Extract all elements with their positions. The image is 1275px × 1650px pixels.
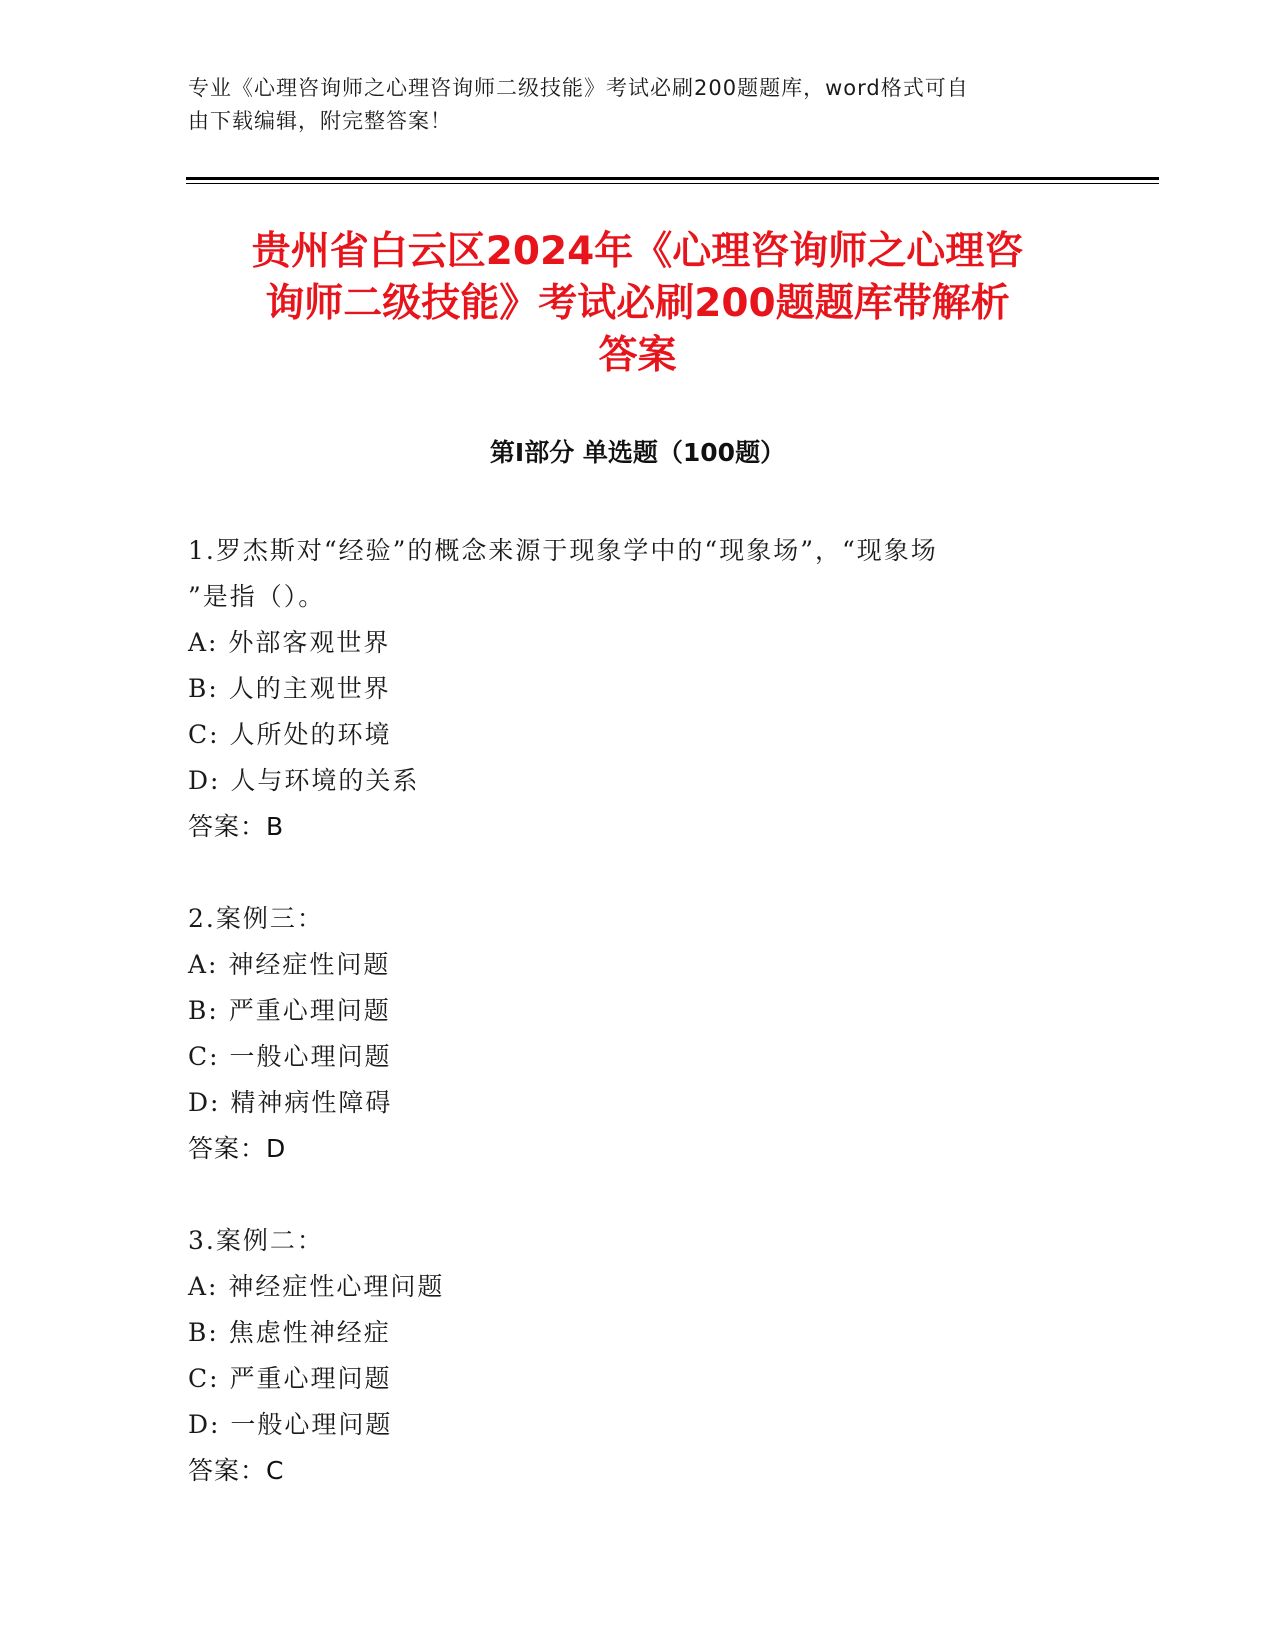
option-a: A: 外部客观世界 — [188, 628, 391, 657]
question-stem: 3.案例二： — [188, 1226, 324, 1255]
header-note — [188, 72, 1088, 138]
header-divider-thin — [186, 183, 1159, 184]
question-list — [188, 528, 1088, 1540]
option-b: B: 焦虑性神经症 — [188, 1318, 391, 1347]
question-stem: 2.案例三： — [188, 904, 324, 933]
answer: 答案：D — [188, 1134, 287, 1163]
option-d: D: 人与环境的关系 — [188, 766, 420, 795]
header-note-line-2: 由下载编辑，附完整答案！ — [188, 109, 452, 133]
document-title — [160, 226, 1115, 382]
answer: 答案：C — [188, 1456, 285, 1485]
question-2 — [188, 896, 1088, 1172]
option-b: B: 人的主观世界 — [188, 674, 391, 703]
title-line-1: 贵州省白云区2024年《心理咨询师之心理咨 — [251, 229, 1024, 274]
question-1 — [188, 528, 1088, 850]
option-c: C: 严重心理问题 — [188, 1364, 392, 1393]
question-stem-continued: ”是指（）。 — [188, 582, 326, 611]
section-title: 第Ⅰ部分 单选题（100题） — [489, 438, 786, 467]
title-line-2: 询师二级技能》考试必刷200题题库带解析 — [265, 281, 1010, 326]
header-note-line-1: 专业《心理咨询师之心理咨询师二级技能》考试必刷200题题库，word格式可自 — [188, 76, 969, 100]
option-a: A: 神经症性心理问题 — [188, 1272, 445, 1301]
option-a: A: 神经症性问题 — [188, 950, 391, 979]
header-divider-thick — [186, 177, 1159, 180]
title-line-3: 答案 — [598, 333, 677, 378]
option-c: C: 一般心理问题 — [188, 1042, 392, 1071]
answer: 答案：B — [188, 812, 285, 841]
option-d: D: 精神病性障碍 — [188, 1088, 393, 1117]
option-b: B: 严重心理问题 — [188, 996, 391, 1025]
option-c: C: 人所处的环境 — [188, 720, 392, 749]
question-3 — [188, 1218, 1088, 1494]
option-d: D: 一般心理问题 — [188, 1410, 393, 1439]
question-stem: 1.罗杰斯对“经验”的概念来源于现象学中的“现象场”，“现象场 — [188, 536, 938, 565]
